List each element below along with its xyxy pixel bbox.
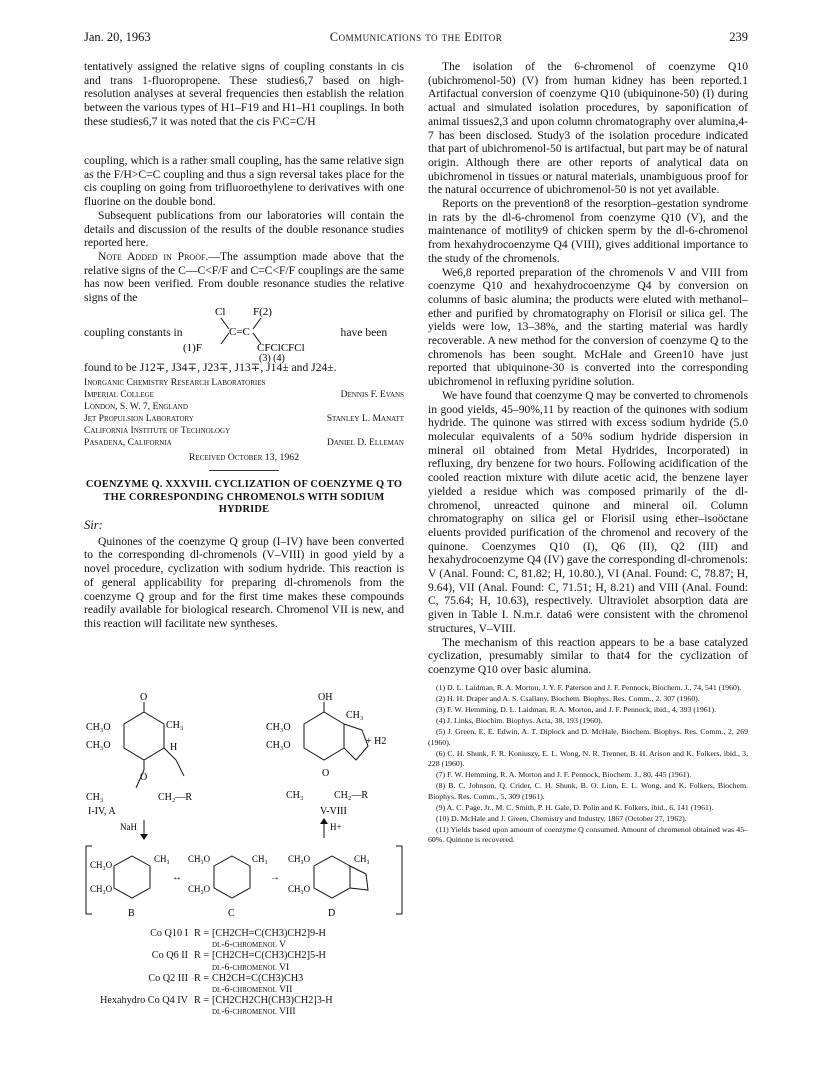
list-item	[84, 928, 404, 950]
lab-name: Inorganic Chemistry Research Laboratories	[84, 377, 266, 389]
reference-item: (11) Yields based upon amount of coenzyme Q consumed. Amount of chromenol obtained was 45–60%. Quinone is recovered.	[428, 825, 748, 845]
product-name: dl-6-chromenol VIII	[212, 1006, 296, 1018]
svg-text:CH₂—R: CH₂—R	[334, 790, 369, 801]
reference-item: (8) B. C. Johnson, Q. Crider, C. H. Shunk, B. O. Linn, E. L. Wong, and K. Folkers, Biochem. Biophys. Res. Comm., 5, 309 (1961).	[428, 781, 748, 801]
r-equals: R =	[194, 995, 210, 1007]
reference-item: (5) J. Green, E. E. Edwin, A. T. Diplock and D. McHale, Biochem. Biophys. Res. Comm., 2, 269 (1960).	[428, 727, 748, 747]
salutation: Sir:	[84, 518, 103, 533]
svg-text:CH₃O: CH₃O	[266, 722, 291, 733]
svg-text:CH₃O: CH₃O	[90, 884, 113, 894]
list-item	[84, 973, 404, 995]
svg-text:CH₃O: CH₃O	[90, 860, 113, 870]
reference-item: (4) J. Links, Biochim. Biophys. Acta, 38, 193 (1960).	[436, 716, 603, 726]
svg-text:O: O	[140, 692, 148, 703]
svg-text:O: O	[322, 768, 330, 779]
fluoro-olefin-structure	[182, 305, 323, 364]
svg-text:CH₃: CH₃	[154, 854, 170, 864]
intermediate-label: D	[328, 908, 336, 919]
compound-name: Co Q6 II	[151, 950, 188, 962]
svg-text:CFClCFCl: CFClCFCl	[256, 341, 305, 354]
references	[428, 683, 748, 846]
reaction-scheme	[84, 692, 404, 920]
reference-item: (6) C. H. Shunk, F. R. Koniuszy, E. L. Wong, N. R. Trenner, B. H. Arison and K. Folkers, ibid., 3, 228 (1960).	[428, 748, 748, 769]
list-item	[84, 995, 404, 1017]
svg-text:CH₃: CH₃	[286, 790, 304, 801]
paragraph: Reports on the prevention8 of the resorption–gestation syndrome in rats by the dl-6-chromenol from coenzyme Q10 (V), and the maintenance of motility9 of chicken sperm by the dl-6-chromenol from hexahydrocoenzyme Q4 (VIII), gives additional importance to the study of the chromenols.	[428, 197, 748, 265]
address: London, S. W. 7, England	[84, 401, 188, 413]
author-name: Dennis F. Evans	[340, 389, 404, 401]
svg-text:CH₂—R: CH₂—R	[158, 792, 193, 803]
svg-text:CH₃O: CH₃O	[188, 854, 211, 864]
svg-text:Cl: Cl	[214, 305, 225, 318]
author-name: Daniel D. Elleman	[326, 437, 404, 449]
left-column	[84, 60, 404, 631]
product-name: dl-6-chromenol VII	[212, 984, 293, 996]
svg-text:CH₃: CH₃	[252, 854, 268, 864]
institution: Jet Propulsion Laboratory	[84, 413, 194, 425]
note-label: Note Added in Proof.	[98, 249, 209, 263]
received-date: Received October 13, 1962	[188, 452, 300, 464]
institution: California Institute of Technology	[84, 425, 231, 437]
address: Pasadena, California	[84, 437, 172, 449]
svg-text:CH₃O: CH₃O	[188, 884, 211, 894]
paragraph: The mechanism of this reaction appears to be a base catalyzed cyclization, presumably similar to that4 for the cyclization of coenzyme Q10 over basic alumina.	[428, 635, 748, 676]
r-equals: R =	[194, 950, 210, 962]
page-header	[84, 30, 748, 48]
svg-text:OH: OH	[318, 692, 333, 703]
svg-text:CH₃O: CH₃O	[266, 740, 291, 751]
compound-name: Co Q2 III	[148, 972, 188, 984]
r-formula: [CH2CH2CH(CH3)CH2]3-H	[212, 995, 333, 1007]
svg-text:CH₃: CH₃	[166, 720, 184, 731]
svg-text:CH₃O: CH₃O	[288, 884, 311, 894]
note-in-proof	[84, 250, 404, 305]
paragraph: The isolation of the 6-chromenol of coenzyme Q10 (ubichromenol-50) (V) from human kidney has been reported.1 Artifactual conversion of coenzyme Q10 (ubiquinone-50) (I) during actual and simulated isolation procedures, by saponification of animal tissues2,3 and upon column chromatography over alumina,4-7 has been disclosed. Study3 of the isolation procedure indicated that part of ubichromenol-50 is artifactual, but part may be of natural origin. Although there are other reports of analytical data on ubichromenol in tissues or natural materials, unambiguous proof for the natural occurrence of ubichromenol-50 is not yet available.	[428, 60, 749, 197]
reference-item: (3) F. W. Hemming, D. L. Laidman, R. A. Morton, and J. F. Pennock, ibid., 4, 393 (1961).	[436, 705, 717, 715]
r-group-list	[84, 928, 404, 1018]
divider	[209, 470, 279, 471]
svg-text:C=C: C=C	[228, 325, 250, 338]
r-formula: [CH2CH=C(CH3)CH2]5-H	[212, 950, 326, 962]
svg-text:↔: ↔	[172, 872, 182, 883]
svg-text:(1)F: (1)F	[182, 341, 202, 354]
paragraph: We6,8 reported preparation of the chromenols V and VIII from coenzyme Q10 and hexahydrocoenzyme Q4 by conversion on columns of basic alumina; the products were eluted with methanol–ether and purified by chromatography on Florisil or silica gel. The yields were low, 13–38%, and the starting material was hardly recoverable. A new method for the conversion of coenzyme Q to the chromenols has been sought. McHale and Green10 have just reported that ubiquinone-30 is converted into the corresponding ubichromenol in refluxing pyridine solution.	[428, 265, 748, 389]
issue-date: Jan. 20, 1963	[84, 30, 151, 44]
coupling-structure-line	[84, 305, 404, 364]
journal-section: Communications to the Editor	[329, 30, 503, 44]
reference-item: (1) D. L. Laidman, R. A. Morton, J. Y. F. Paterson and J. F. Pennock, Biochem. J., 74, 541 (1960).	[436, 682, 742, 692]
reagent-label: NaH	[120, 822, 137, 832]
author-block	[84, 377, 404, 464]
svg-text:CH₃: CH₃	[346, 710, 364, 721]
list-item	[84, 950, 404, 972]
author-name: Stanley L. Manatt	[326, 413, 404, 425]
right-column	[428, 60, 748, 847]
reference-item: (7) F. W. Hemming, R. A. Morton and J. F. Pennock, Biochem. J., 80, 445 (1961).	[436, 770, 692, 780]
compound-label: I-IV, A	[88, 806, 116, 817]
svg-text:CH₃O: CH₃O	[86, 740, 111, 751]
svg-text:F(2): F(2)	[252, 305, 272, 318]
paragraph: found to be J12∓, J34∓, J23∓, J13∓, J14± and J24±.	[84, 360, 337, 374]
compound-label: V-VIII	[320, 806, 347, 817]
r-formula: [CH2CH=C(CH3)CH2]9-H	[212, 928, 326, 939]
svg-text:→: →	[270, 872, 280, 883]
svg-text:CH₃: CH₃	[86, 792, 104, 803]
intermediate-label: C	[228, 908, 235, 919]
svg-text:(3) (4): (3) (4)	[258, 352, 285, 364]
svg-text:CH₃O: CH₃O	[86, 722, 111, 733]
paper-title: COENZYME Q. XXXVIII. CYCLIZATION OF COENZYME Q TO THE CORRESPONDING CHROMENOLS WITH SODIUM HYDRIDE	[85, 479, 403, 515]
paragraph: Quinones of the coenzyme Q group (I–IV) have been converted to the corresponding dl-chromenols (V–VIII) in good yield by a novel procedure, cyclization with sodium hydride. This reaction is of general applicability for preparing dl-chromenols from the coenzyme Q group and for the first time makes these compounds readily available for biological research. Chromenol VII is new, and this reaction will facilitate new syntheses.	[84, 534, 404, 630]
intermediate-label: B	[128, 908, 135, 919]
r-formula: CH2CH=C(CH3)CH3	[212, 972, 304, 984]
product-name: dl-6-chromenol VI	[212, 961, 290, 973]
hydrogen-plus: + H2	[366, 736, 387, 747]
svg-text:CH₃: CH₃	[354, 854, 370, 864]
note-text: —The assumption made above that the relative signs of the C—C<F/F and C=C<F/F couplings are the same has now been verified. From double resonance studies the relative signs of the	[84, 249, 405, 305]
coupling-suffix: have been	[340, 325, 388, 339]
svg-text:H: H	[170, 742, 178, 753]
svg-text:CH₃O: CH₃O	[288, 854, 311, 864]
compound-name: Hexahydro Co Q4 IV	[100, 995, 188, 1007]
paragraph: We have found that coenzyme Q may be converted to chromenols in good yields, 45–90%,11 by reaction of the quinones with sodium hydride. The quinone was stirred with excess sodium hydride (5.0 molecular equivalents of a 50% sodium hydride dispersion in mineral oil obtained from Metal Hydrides, Incorporated) in refluxing, dry benzene for two hours. Following acidification of the cooled reaction mixture with dilute acetic acid, the benzene layer yielded a residue which was composed primarily of the dl-chromenol, unreacted quinone and mineral oil. Column chromatography on silica gel or Florisil using ether–isoöctane eluents provided purification of the chromenol and recovery of the quinone. Coenzymes Q10 (I), Q6 (II), Q2 (III) and hexahydrocoenzyme Q4 (IV) gave the corresponding dl-chromenols: V (Anal. Found: C, 81.82; H, 10.80.), VI (Anal. Found: C, 78.87; H, 9.64), VII (Anal. Found: C, 71.51; H, 8.21) and VIII (Anal. Found: C, 75.64; H, 10.63), respectively. Ultraviolet absorption data are given in Table I. N.m.r. data6 were consistent with the chromenol structures, V–VIII.	[428, 388, 749, 635]
reference-item: (2) H. H. Draper and A. S. Csallany, Biochem. Biophys. Res. Comm., 2, 307 (1960).	[436, 693, 700, 703]
coupling-prefix: coupling constants in	[84, 325, 183, 339]
paragraph: Subsequent publications from our laboratories will contain the details and discussion of the results of the double resonance studies reported here.	[84, 208, 404, 250]
paragraph: coupling, which is a rather small coupling, has the same relative sign as the F/H>C=C coupling and thus a sign reversal takes place for the cis coupling on going from trifluoroethylene to derivatives with one fluorine on the double bond.	[84, 154, 404, 209]
reference-item: (10) D. McHale and J. Green, Chemistry and Industry, 1867 (October 27, 1962).	[436, 814, 687, 824]
product-name: dl-6-chromenol V	[212, 939, 287, 951]
paragraph: tentatively assigned the relative signs of coupling constants in cis and trans 1-fluoropropene. These studies6,7 based on high-resolution analyses at several frequencies then establish the relation between the various types of H1–F19 and H1–H1 couplings. In both these studies6,7 it was noted that the cis F\C=C/H	[84, 60, 404, 128]
page-number: 239	[729, 30, 748, 44]
institution: Imperial College	[84, 389, 154, 401]
reagent-label: H+	[330, 822, 342, 832]
compound-name: Co Q10 I	[150, 928, 188, 939]
r-equals: R =	[194, 928, 210, 939]
r-equals: R =	[194, 972, 210, 984]
svg-text:O: O	[140, 772, 148, 783]
reference-item: (9) A. C. Page, Jr., M. C. Smith, P. H. Gale, D. Polin and K. Folkers, ibid., 6, 141 (1961).	[436, 802, 714, 812]
